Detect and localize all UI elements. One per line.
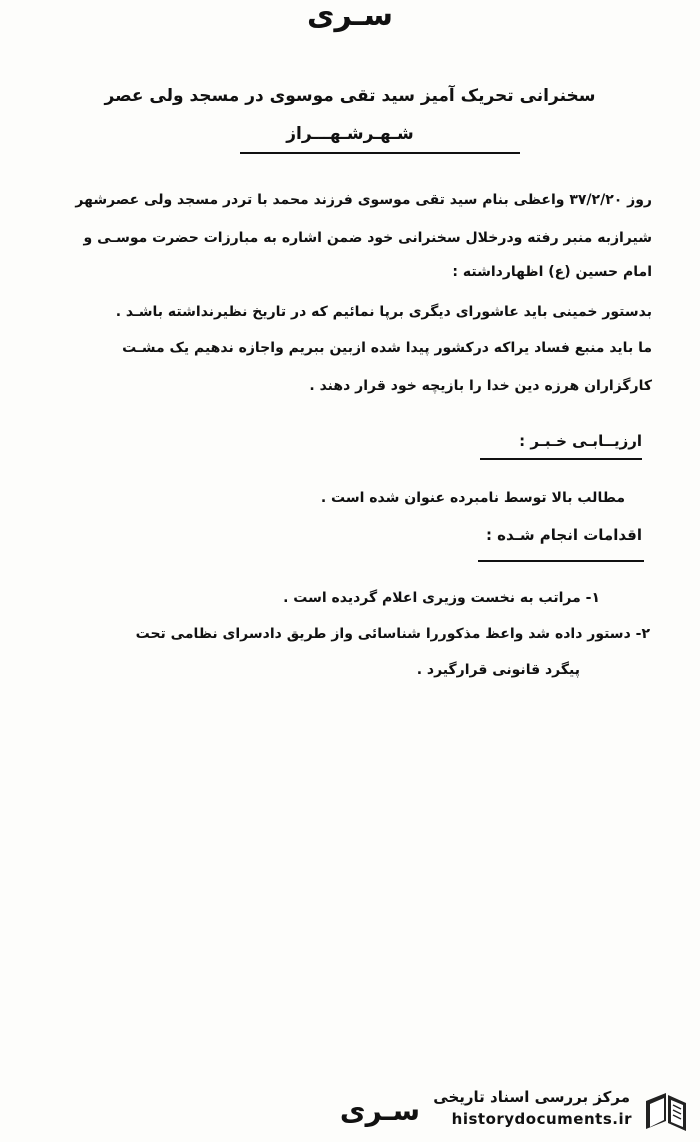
archive-logo-icon <box>640 1087 692 1137</box>
action-item-2-line-1: ۲- دستور داده شد واعظ مذکوررا شناسائی واز طریق دادسرای نظامی تحت <box>135 626 650 642</box>
body-line-6: کارگزاران هرزه دین خدا را بازیچه خود قرار دهند . <box>309 378 652 394</box>
archive-watermark <box>418 1083 700 1142</box>
body-line-1: روز ۳۷/۲/۲۰ واعظی بنام سید تقی موسوی فرزند محمد با تردر مسجد ولی عصرشهر <box>75 192 652 208</box>
title-underline <box>240 152 520 154</box>
actions-underline <box>478 560 644 562</box>
evaluation-underline <box>480 458 642 460</box>
body-line-2: شیرازبه منبر رفته ودرخلال سخنرانی خود ضمن اشاره به مبارزات حضرت موسـی و <box>83 230 652 246</box>
actions-heading: اقدامات انجام شـده : <box>485 526 642 544</box>
archive-org-name: مرکز بررسی اسناد تاریخی <box>433 1088 630 1106</box>
body-line-4: بدستور خمینی باید عاشورای دیگری برپا نمائیم که در تاریخ نظیرنداشته باشـد . <box>115 304 652 320</box>
archive-website: historydocuments.ir <box>451 1110 632 1128</box>
classification-top: سـرى <box>307 0 393 33</box>
action-item-1: ۱- مراتب به نخست وزیری اعلام گردیده است . <box>283 590 600 606</box>
action-item-2-line-2: پیگرد قانونی قرارگیرد . <box>416 662 580 678</box>
evaluation-heading: ارزیــابـی خـبـر : <box>519 432 642 450</box>
classification-bottom: سـرى <box>339 1094 421 1127</box>
body-line-5: ما باید منبع فساد یراکه درکشور پیدا شده ازبین ببریم واجازه ندهیم یک مشـت <box>122 340 652 356</box>
document-location: شـهـرشـهـــراز <box>286 124 414 144</box>
evaluation-text: مطالب بالا توسط نامبرده عنوان شده است . <box>320 490 625 506</box>
body-line-3: امام حسین (ع) اظهارداشته : <box>452 264 652 280</box>
document-title: سخنرانی تحریک آمیز سید تقی موسوی در مسجد ولی عصر <box>104 86 596 106</box>
